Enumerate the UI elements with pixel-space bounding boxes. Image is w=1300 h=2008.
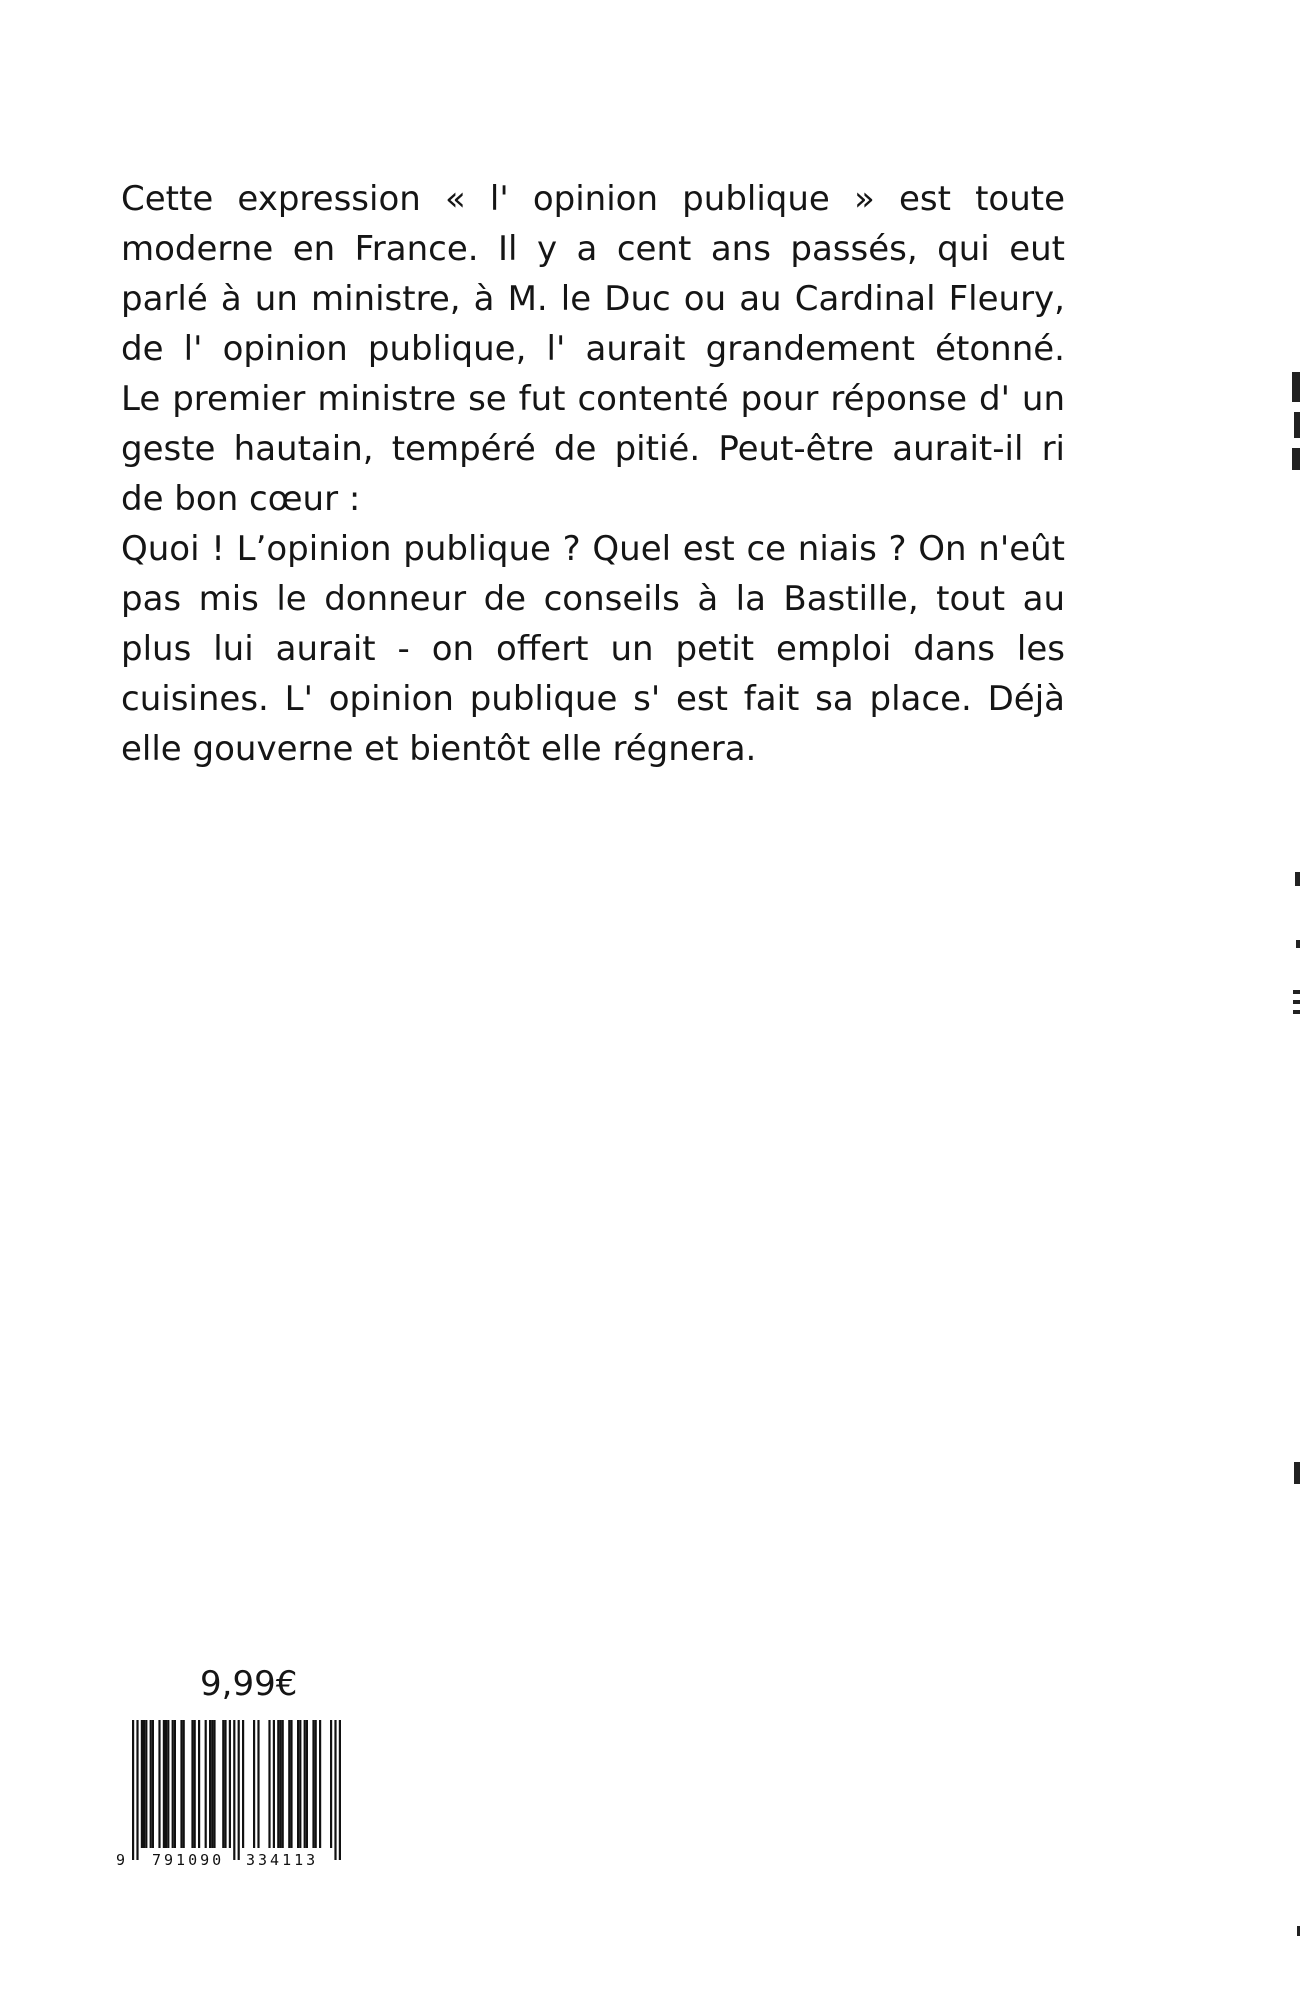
blurb-line: elle gouverne et bientôt elle régnera. <box>121 729 757 769</box>
blurb-line: moderne en France. Il y a cent ans passés, qui eut <box>121 229 1065 269</box>
barcode-bar <box>167 1720 169 1848</box>
isbn-barcode <box>112 1720 358 1868</box>
blurb-line: Cette expression « l' opinion publique » est toute <box>121 179 1065 219</box>
barcode-bars <box>132 1720 341 1860</box>
edge-mark <box>1292 372 1300 402</box>
blurb-line: Le premier ministre se fut contenté pour réponse d' un <box>121 379 1065 419</box>
barcode-bar <box>136 1720 138 1860</box>
blurb-line: cuisines. L' opinion publique s' est fait sa place. Déjà <box>121 679 1065 719</box>
barcode-bar <box>315 1720 317 1848</box>
barcode-bar <box>209 1720 211 1848</box>
barcode-bar <box>290 1720 292 1848</box>
barcode-bar <box>183 1720 185 1848</box>
barcode-bar <box>174 1720 176 1848</box>
barcode-bar <box>282 1720 284 1848</box>
barcode-bar <box>222 1720 224 1848</box>
edge-mark <box>1296 940 1300 948</box>
blurb-line: pas mis le donneur de conseils à la Bastille, tout au <box>121 579 1065 619</box>
blurb-line: geste hautain, tempéré de pitié. Peut-être aurait-il ri <box>121 429 1065 469</box>
barcode-bar <box>211 1720 213 1848</box>
barcode-bar <box>299 1720 301 1848</box>
blurb-line: de bon cœur : <box>121 479 361 519</box>
price-label: 9,99€ <box>200 1664 298 1704</box>
edge-mark <box>1292 448 1300 470</box>
barcode-bar <box>257 1720 259 1848</box>
barcode-bar <box>132 1720 134 1860</box>
barcode-bar <box>152 1720 154 1848</box>
barcode-bar <box>163 1720 165 1848</box>
edge-mark <box>1294 1462 1300 1484</box>
barcode-bar <box>273 1720 275 1848</box>
barcode-first-digit: 9 <box>116 1851 126 1868</box>
barcode-bar <box>334 1720 336 1860</box>
blurb-line: plus lui aurait - on offert un petit emploi dans les <box>121 629 1065 669</box>
barcode-bar <box>205 1720 207 1848</box>
barcode-bar <box>253 1720 255 1848</box>
barcode-right-digits: 334113 <box>246 1851 319 1868</box>
edge-mark <box>1294 412 1300 438</box>
edge-mark <box>1295 872 1300 886</box>
blurb-line: Quoi ! L’opinion publique ? Quel est ce niais ? On n'eût <box>121 529 1065 569</box>
edge-mark <box>1293 1010 1300 1014</box>
barcode-bar <box>180 1720 182 1848</box>
blurb-text <box>121 174 1065 774</box>
barcode-bar <box>268 1720 270 1848</box>
barcode-bar <box>143 1720 145 1848</box>
blurb-line: parlé à un ministre, à M. le Duc ou au Cardinal Fleury, <box>121 279 1065 319</box>
barcode-bar <box>279 1720 281 1848</box>
barcode-bar <box>277 1720 279 1848</box>
barcode-bar <box>238 1720 240 1860</box>
edge-mark <box>1293 1000 1300 1004</box>
barcode-bar <box>242 1720 244 1848</box>
barcode-bar <box>198 1720 200 1848</box>
barcode-bar <box>339 1720 341 1860</box>
barcode-bar <box>141 1720 143 1848</box>
barcode-bar <box>229 1720 231 1848</box>
barcode-bar <box>297 1720 299 1848</box>
barcode-bar <box>172 1720 174 1848</box>
blurb-line: de l' opinion publique, l' aurait grandement étonné. <box>121 329 1065 369</box>
barcode-bar <box>145 1720 147 1848</box>
barcode-bar <box>288 1720 290 1848</box>
barcode-bar <box>165 1720 167 1848</box>
barcode-bar <box>312 1720 314 1848</box>
barcode-bar <box>191 1720 193 1848</box>
barcode-left-digits: 791090 <box>152 1851 225 1868</box>
barcode-bar <box>224 1720 226 1848</box>
barcode-bar <box>330 1720 332 1848</box>
barcode-bar <box>304 1720 306 1848</box>
barcode-bar <box>158 1720 160 1848</box>
edge-mark <box>1293 990 1300 994</box>
barcode-bar <box>306 1720 308 1848</box>
spine-edge-marks <box>1286 0 1300 2008</box>
barcode-bar <box>150 1720 152 1848</box>
barcode-bar <box>319 1720 321 1848</box>
barcode-bar <box>213 1720 215 1848</box>
barcode-bar <box>194 1720 196 1848</box>
barcode-bar <box>233 1720 235 1860</box>
